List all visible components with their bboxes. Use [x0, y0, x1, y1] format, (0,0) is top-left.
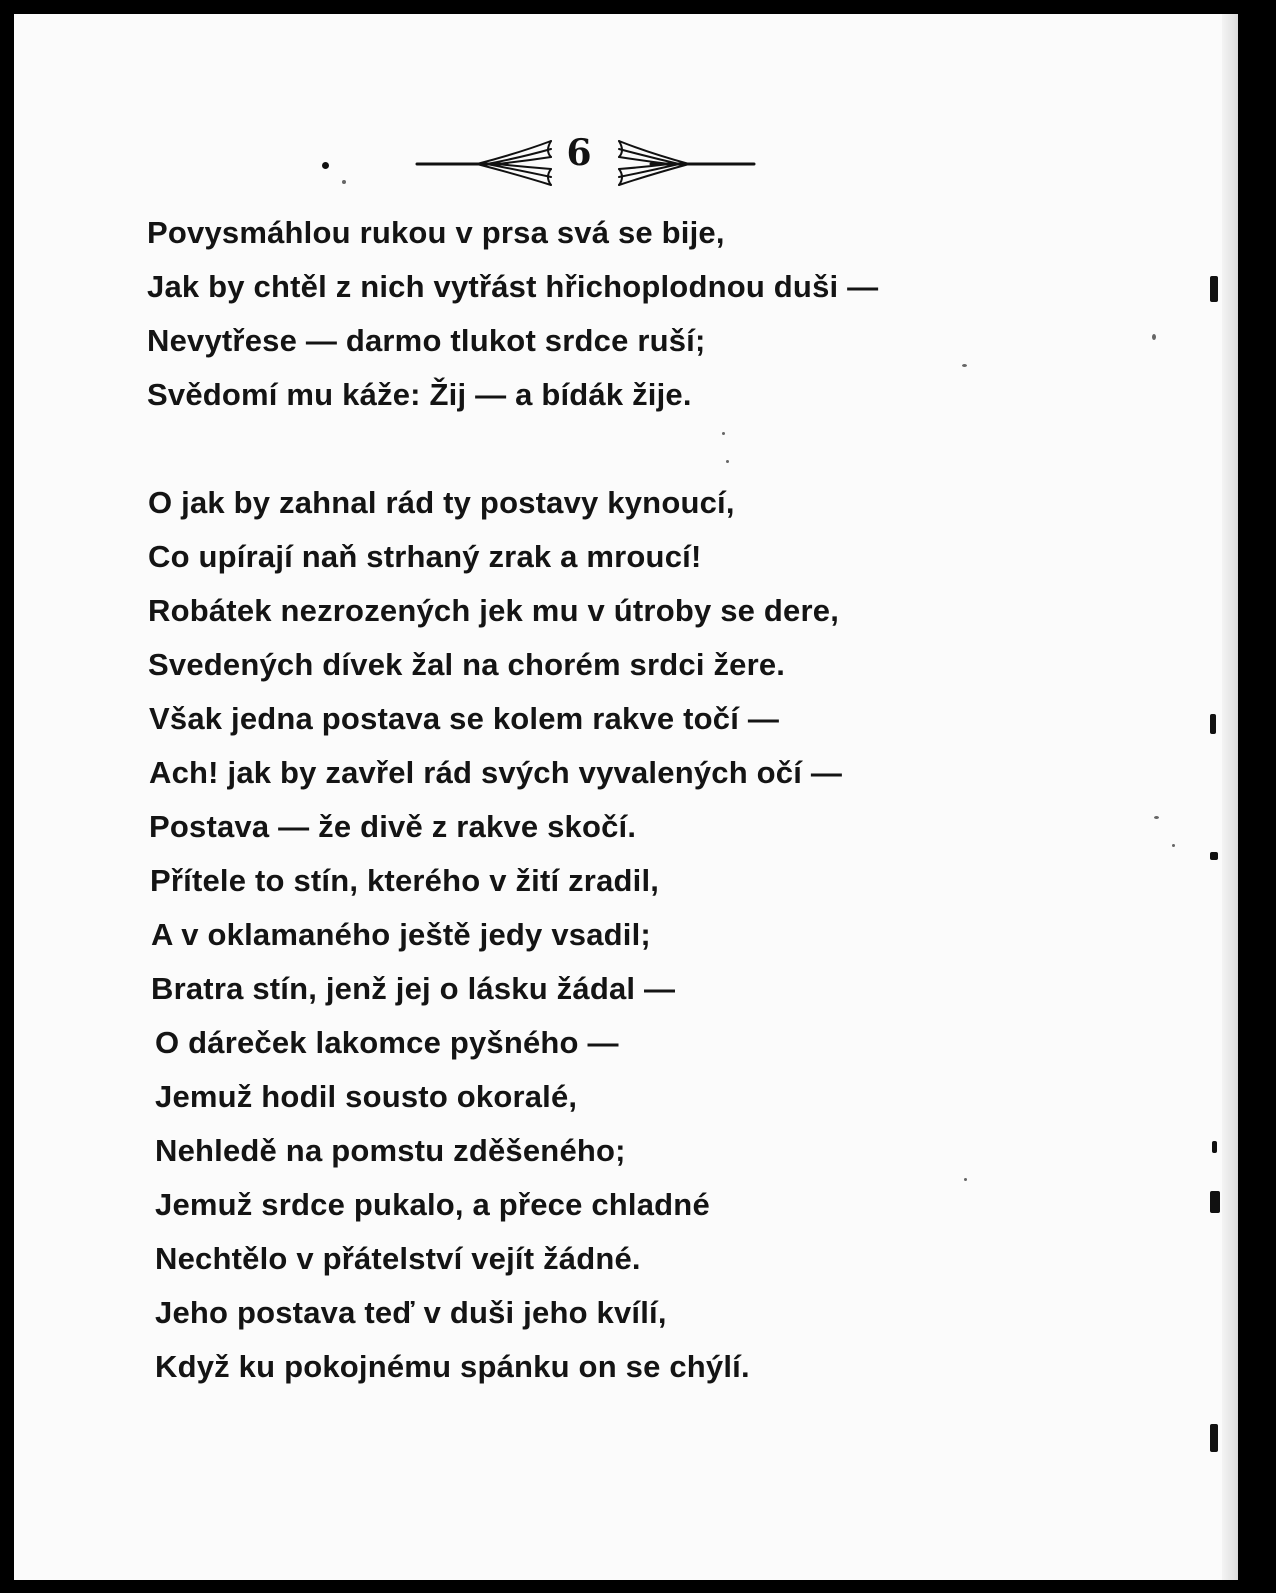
poem-line: Jak by chtěl z nich vytřást hřichoplodnou duši —: [147, 269, 879, 304]
poem-line: Když ku pokojnému spánku on se chýlí.: [155, 1349, 750, 1384]
poem-line: Bratra stín, jenž jej o lásku žádal —: [151, 971, 676, 1006]
poem-line: Nechtělo v přátelství vejít žádné.: [155, 1241, 641, 1276]
poem-line: Přítele to stín, kterého v žití zradil,: [150, 863, 660, 898]
poem-line: Postava — že divě z rakve skočí.: [149, 809, 637, 844]
poem-line: Jemuž hodil sousto okoralé,: [155, 1079, 578, 1114]
poem-line: Svedených dívek žal na chorém srdci žere.: [148, 647, 786, 682]
poem-line: A v oklamaného ještě jedy vsadil;: [151, 917, 651, 952]
poem-text: [14, 14, 1214, 1574]
poem-line: Jemuž srdce pukalo, a přece chladné: [155, 1187, 710, 1222]
poem-line: Jeho postava teď v duši jeho kvílí,: [155, 1295, 667, 1330]
poem-line: Robátek nezrozených jek mu v útroby se dere,: [148, 593, 840, 628]
page-number: 6: [566, 132, 592, 174]
poem-line: Ach! jak by zavřel rád svých vyvalených očí —: [149, 755, 843, 790]
poem-line: Co upírají naň strhaný zrak a mroucí!: [148, 539, 702, 574]
poem-line: O dáreček lakomce pyšného —: [155, 1025, 619, 1060]
poem-line: O jak by zahnal rád ty postavy kynoucí,: [148, 485, 735, 520]
book-page: [14, 14, 1238, 1580]
poem-line: Svědomí mu káže: Žij — a bídák žije.: [147, 377, 692, 412]
poem-line: Nehledě na pomstu zděšeného;: [155, 1133, 626, 1168]
poem-line: Povysmáhlou rukou v prsa svá se bije,: [147, 215, 725, 250]
poem-line: Však jedna postava se kolem rakve točí —: [149, 701, 780, 736]
poem-line: Nevytřese — darmo tlukot srdce ruší;: [147, 323, 706, 358]
page-binding-edge: [1222, 14, 1238, 1580]
